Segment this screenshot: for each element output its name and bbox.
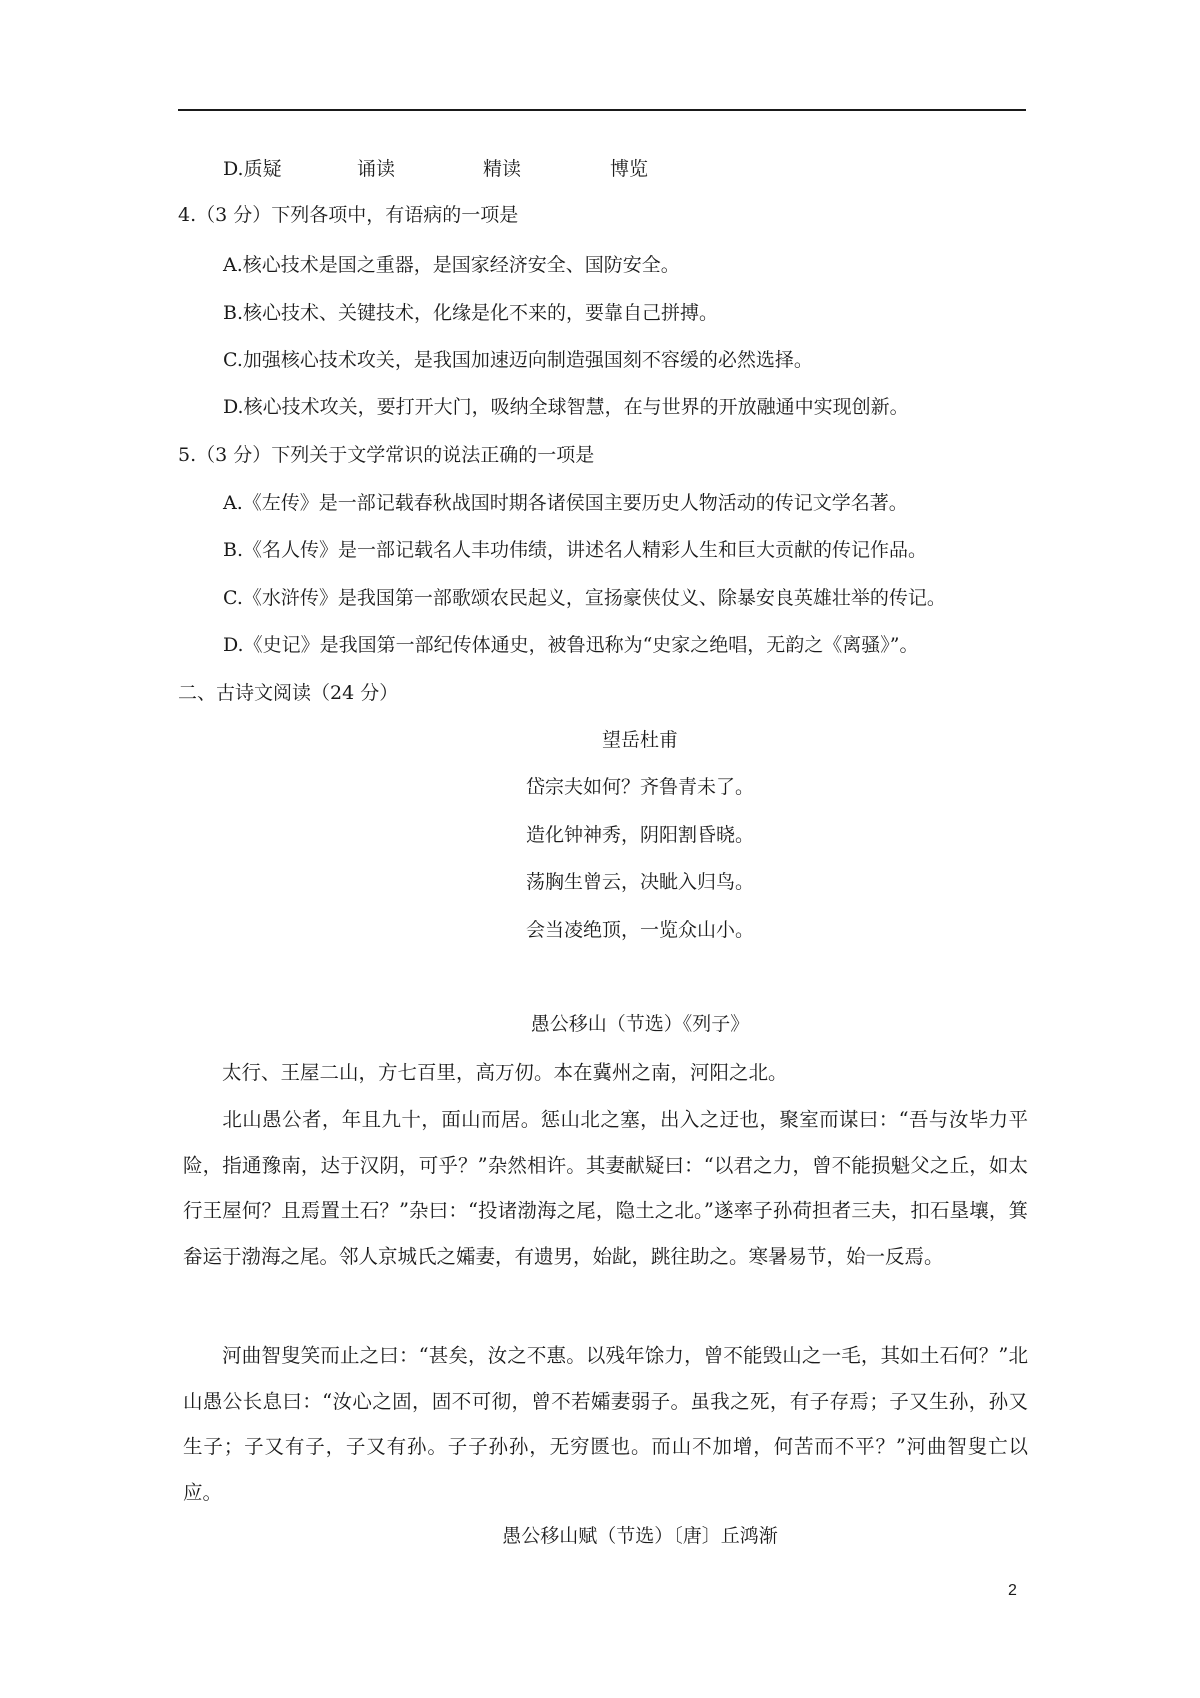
q3-option-d-c2: 诵读: [357, 158, 396, 180]
poem-line-4: 会当凌绝顶，一览众山小。: [525, 919, 754, 941]
poem-line-1: 岱宗夫如何？齐鲁青未了。: [525, 776, 754, 798]
q5-option-b: B.《名人传》是一部记载名人丰功伟绩，讲述名人精彩人生和巨大贡献的传记作品。: [223, 539, 928, 561]
q4-stem: 4.（3 分）下列各项中，有语病的一项是: [178, 204, 519, 226]
q4-option-b: B.核心技术、关键技术，化缘是化不来的，要靠自己拼搏。: [223, 302, 719, 324]
passage1-paragraph-1-text: 太行、王屋二山，方七百里，高万仞。本在冀州之南，河阳之北。: [222, 1061, 788, 1084]
q3-option-d-c3: 精读: [483, 158, 522, 180]
header-rule: [178, 109, 1026, 111]
poem-title: 望岳杜甫: [601, 729, 678, 751]
q4-option-c: C.加强核心技术攻关，是我国加速迈向制造强国刻不容缓的必然选择。: [223, 349, 813, 371]
q5-option-d: D.《史记》是我国第一部纪传体通史，被鲁迅称为“史家之绝唱，无韵之《离骚》”。: [223, 634, 919, 656]
poem-line-2: 造化钟神秀，阴阳割昏晓。: [525, 824, 754, 846]
passage1-paragraph-3-text: 河曲智叟笑而止之曰：“甚矣，汝之不惠。以残年馀力，曾不能毁山之一毛，其如土石何？”北山愚公长息曰：“汝心之固，固不可彻，曾不若孀妻弱子。虽我之死，有子存焉；子又生孙，孙又生子；子又有子，子又有孙。子子孙孙，无穷匮也。而山不加增，何苦而不平？”河曲智叟亡以应。: [183, 1344, 1028, 1504]
q4-option-a: A.核心技术是国之重器，是国家经济安全、国防安全。: [223, 254, 680, 276]
page-number: 2: [1008, 1582, 1017, 1599]
q5-option-c: C.《水浒传》是我国第一部歌颂农民起义，宣扬豪侠仗义、除暴安良英雄壮举的传记。: [223, 587, 946, 609]
passage1-title: 愚公移山（节选）《列子》: [530, 1013, 750, 1035]
passage1-paragraph-2-text: 北山愚公者，年且九十，面山而居。惩山北之塞，出入之迂也，聚室而谋曰：“吾与汝毕力平险，指通豫南，达于汉阴，可乎？”杂然相许。其妻献疑曰：“以君之力，曾不能损魁父之丘，如太行王屋何？且焉置土石？”杂曰：“投诸渤海之尾，隐土之北。”遂率子孙荷担者三夫，扣石垦壤，箕畚运于渤海之尾。邻人京城氏之孀妻，有遗男，始龀，跳往助之。寒暑易节，始一反焉。: [183, 1108, 1028, 1268]
q5-stem: 5.（3 分）下列关于文学常识的说法正确的一项是: [178, 444, 595, 466]
passage2-title: 愚公移山赋（节选）〔唐〕丘鸿渐: [502, 1525, 778, 1547]
section-heading: 二、古诗文阅读（24 分）: [178, 682, 399, 704]
q3-option-d-c4: 博览: [610, 158, 649, 180]
q3-option-d-label: D.质疑: [223, 158, 282, 180]
q4-option-d: D.核心技术攻关，要打开大门，吸纳全球智慧，在与世界的开放融通中实现创新。: [223, 396, 909, 418]
passage1-paragraph-3: [183, 1333, 1028, 1515]
passage1-paragraph-2: [183, 1097, 1028, 1279]
q5-option-a: A.《左传》是一部记载春秋战国时期各诸侯国主要历史人物活动的传记文学名著。: [223, 492, 908, 514]
poem-line-3: 荡胸生曾云，决眦入归鸟。: [525, 871, 754, 893]
passage1-paragraph-1: [183, 1050, 1028, 1096]
